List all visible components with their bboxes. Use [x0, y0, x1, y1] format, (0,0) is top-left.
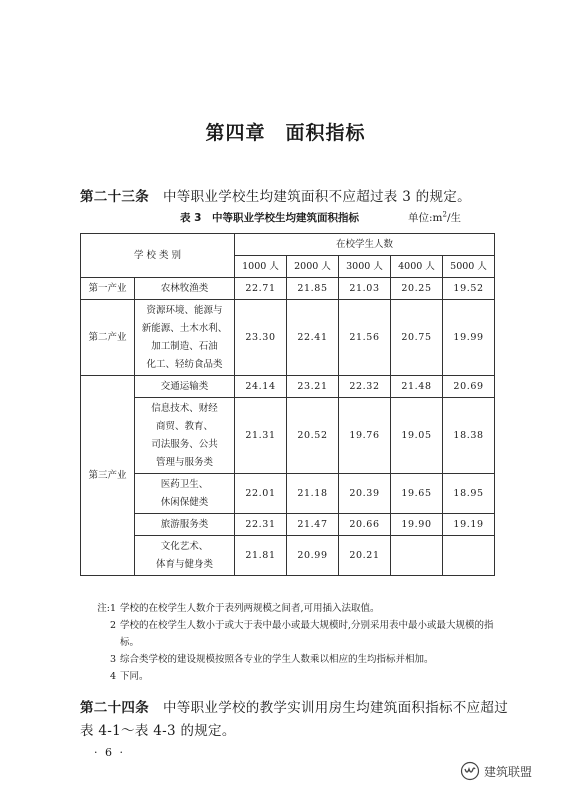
note-item — [80, 617, 510, 651]
area-value-cell: 19.52 — [443, 278, 495, 300]
area-value-cell: 22.41 — [287, 300, 339, 376]
note-lead: 注: — [97, 603, 110, 614]
table-notes — [80, 600, 510, 685]
industry-group-label: 第三产业 — [81, 376, 135, 576]
category-label-line: 资源环境、能源与 — [146, 304, 223, 316]
area-value-cell: 21.48 — [391, 376, 443, 398]
area-value-cell: 19.05 — [391, 398, 443, 474]
area-value-cell: 20.66 — [339, 514, 391, 536]
area-value-cell: 20.39 — [339, 474, 391, 514]
note-number: 2 — [109, 620, 116, 631]
area-value-cell: 21.18 — [287, 474, 339, 514]
wechat-channel-icon — [460, 761, 480, 781]
table-row — [81, 278, 495, 300]
table-row — [81, 474, 495, 514]
table-row — [81, 514, 495, 536]
area-value-cell — [391, 536, 443, 576]
table-row — [81, 398, 495, 474]
category-label — [135, 300, 235, 376]
category-label-line: 管理与服务类 — [155, 456, 213, 468]
area-value-cell: 22.01 — [235, 474, 287, 514]
watermark-text: 建筑联盟 — [484, 764, 533, 779]
area-value-cell: 19.76 — [339, 398, 391, 474]
area-value-cell: 21.31 — [235, 398, 287, 474]
area-value-cell: 20.69 — [443, 376, 495, 398]
area-value-cell: 20.52 — [287, 398, 339, 474]
area-value-cell: 20.75 — [391, 300, 443, 376]
note-text: 下同。 — [120, 671, 149, 682]
header-category: 学 校 类 别 — [81, 234, 235, 278]
note-text: 学校的在校学生人数介于表列两规模之间者,可用插入法取值。 — [120, 603, 380, 614]
column-header: 3000 人 — [339, 256, 391, 278]
area-value-cell: 20.99 — [287, 536, 339, 576]
category-label-line: 农林牧渔类 — [160, 283, 209, 294]
area-value-cell: 19.65 — [391, 474, 443, 514]
note-item — [80, 668, 510, 685]
note-text: 学校的在校学生人数小于或大于表中最小或最大规模时,分别采用表中最小或最大规模的指标。 — [120, 620, 494, 648]
column-header: 1000 人 — [235, 256, 287, 278]
category-label — [135, 474, 235, 514]
chapter-title: 第四章 面积指标 — [205, 122, 366, 144]
category-label-line: 体育与健身类 — [155, 558, 213, 570]
area-value-cell: 19.99 — [443, 300, 495, 376]
category-label — [135, 278, 235, 300]
note-number: 3 — [109, 654, 116, 665]
category-label-line: 化工、轻纺食品类 — [146, 358, 223, 370]
area-value-cell: 18.38 — [443, 398, 495, 474]
area-value-cell: 20.21 — [339, 536, 391, 576]
article-23 — [80, 185, 520, 205]
area-value-cell: 21.81 — [235, 536, 287, 576]
note-number: 4 — [109, 671, 116, 682]
category-label — [135, 536, 235, 576]
page-number: · 6 · — [94, 746, 125, 759]
note-text: 综合类学校的建设规模按照各专业的学生人数乘以相应的生均指标并相加。 — [120, 654, 434, 665]
area-value-cell: 21.56 — [339, 300, 391, 376]
article-24-number: 第二十四条 — [80, 700, 149, 716]
table-unit: 单位$:m^2/$生 — [408, 210, 462, 224]
area-value-cell: 23.30 — [235, 300, 287, 376]
table-caption-title: 表 3 中等职业学校生均建筑面积指标 — [180, 212, 359, 224]
category-label — [135, 398, 235, 474]
area-index-table — [80, 233, 495, 576]
column-header: 5000 人 — [443, 256, 495, 278]
area-value-cell: 22.31 — [235, 514, 287, 536]
article-23-text: 中等职业学校生均建筑面积不应超过表 3 的规定。 — [163, 189, 471, 205]
category-label-line: 加工制造、石油 — [151, 340, 218, 352]
area-value-cell: 23.21 — [287, 376, 339, 398]
article-24-text: 中等职业学校的教学实训用房生均建筑面积指标不应超过表 4-1～表 4-3 的规定。 — [80, 700, 508, 739]
category-label-line: 新能源、土木水利、 — [141, 322, 228, 334]
area-value-cell: 19.19 — [443, 514, 495, 536]
category-label — [135, 376, 235, 398]
area-value-cell: 19.90 — [391, 514, 443, 536]
table-row — [81, 300, 495, 376]
note-number: 注:1 — [97, 603, 116, 614]
area-value-cell: 20.25 — [391, 278, 443, 300]
area-value-cell: 22.32 — [339, 376, 391, 398]
header-students: 在校学生人数 — [235, 234, 495, 256]
area-value-cell: 21.47 — [287, 514, 339, 536]
area-value-cell: 18.95 — [443, 474, 495, 514]
industry-group-label: 第一产业 — [81, 278, 135, 300]
area-value-cell: 21.85 — [287, 278, 339, 300]
category-label-line: 休闲保健类 — [160, 496, 209, 508]
area-value-cell: 24.14 — [235, 376, 287, 398]
note-item — [80, 600, 510, 617]
table-row — [81, 376, 495, 398]
watermark — [460, 761, 532, 781]
table-row — [81, 536, 495, 576]
category-label-line: 司法服务、公共 — [151, 438, 218, 450]
column-header: 2000 人 — [287, 256, 339, 278]
article-24 — [80, 697, 510, 743]
article-23-number: 第二十三条 — [80, 189, 149, 205]
note-item — [80, 651, 510, 668]
area-value-cell — [443, 536, 495, 576]
category-label-line: 文化艺术、 — [160, 540, 209, 552]
area-value-cell: 22.71 — [235, 278, 287, 300]
category-label-line: 旅游服务类 — [160, 519, 209, 530]
category-label-line: 商贸、教育、 — [155, 420, 213, 432]
category-label-line: 医药卫生、 — [160, 478, 209, 490]
category-label — [135, 514, 235, 536]
area-value-cell: 21.03 — [339, 278, 391, 300]
category-label-line: 信息技术、财经 — [151, 402, 218, 414]
industry-group-label: 第二产业 — [81, 300, 135, 376]
category-label-line: 交通运输类 — [160, 381, 209, 392]
column-header: 4000 人 — [391, 256, 443, 278]
